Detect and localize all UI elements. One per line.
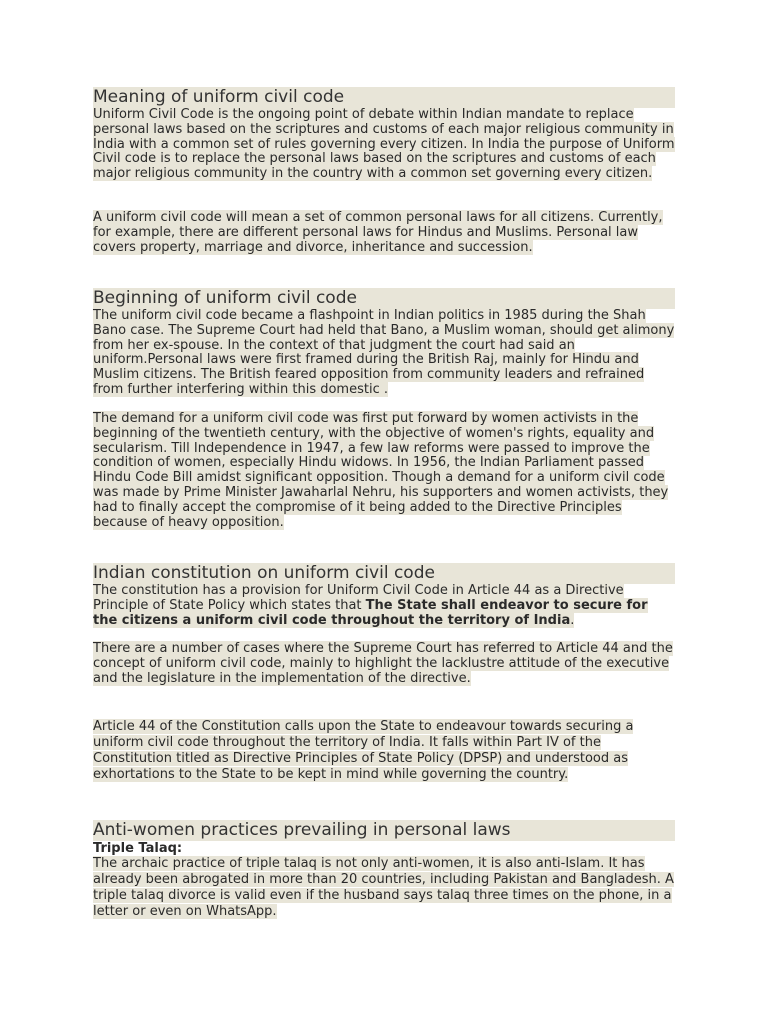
section-heading: Meaning of uniform civil code bbox=[93, 87, 675, 108]
paragraph: The demand for a uniform civil code was first put forward by women activists in the beginning of the twentieth century, with the objective of women's rights, equality and secularism. Till Independence in 1947, a few law reforms were passed to improve the condition of women, especially Hindu widows. In 1956, the Indian Parliament passed Hindu Code Bill amidst significant opposition. Though a demand for a uniform civil code was made by Prime Minister Jawaharlal Nehru, his supporters and women activists, they had to finally accept the compromise of it being added to the Directive Principles because of heavy opposition. bbox=[93, 411, 669, 530]
paragraph: Uniform Civil Code is the ongoing point of debate within Indian mandate to replace personal laws based on the scriptures and customs of each major religious community in India with a common set of rules governing every citizen. In India the purpose of Uniform Civil code is to replace the personal laws based on the scriptures and customs of each major religious community in the country with a common set governing every citizen. bbox=[93, 107, 675, 182]
paragraph: The constitution has a provision for Uniform Civil Code in Article 44 as a Directive Principle of State Policy which states that The State shall endeavor to secure for the citizens a uniform civil code throughout the territory of India. bbox=[93, 583, 648, 628]
paragraph: The uniform civil code became a flashpoint in Indian politics in 1985 during the Shah Bano case. The Supreme Court had held that Bano, a Muslim woman, should get alimony from her ex-spouse. In the context of that judgment the court had said an uniform.Personal laws were first framed during the British Raj, mainly for Hindu and Muslim citizens. The British feared opposition from community leaders and refrained from further interfering within this domestic . bbox=[93, 308, 675, 397]
paragraph: Article 44 of the Constitution calls upon the State to endeavour towards securing a uniform civil code throughout the territory of India. It falls within Part IV of the Constitution titled as Directive Principles of State Policy (DPSP) and understood as exhortations to the State to be kept in mind while governing the country. bbox=[93, 719, 634, 782]
paragraph: There are a number of cases where the Supreme Court has referred to Article 44 and the concept of uniform civil code, mainly to highlight the lacklustre attitude of the executive and the legislature in the implementation of the directive. bbox=[93, 641, 673, 686]
section-heading: Indian constitution on uniform civil code bbox=[93, 563, 675, 584]
section-heading: Beginning of uniform civil code bbox=[93, 288, 675, 309]
section-meaning-para-2 bbox=[93, 211, 675, 255]
section-meaning bbox=[93, 87, 675, 182]
paragraph: A uniform civil code will mean a set of common personal laws for all citizens. Currently, for example, there are different personal laws for Hindus and Muslims. Personal law covers property, marriage and divorce, inheritance and succession. bbox=[93, 210, 663, 255]
section-constitution-para-3 bbox=[93, 719, 675, 783]
section-beginning bbox=[93, 288, 675, 398]
section-constitution-para-2 bbox=[93, 642, 675, 686]
section-beginning-para-2 bbox=[93, 412, 675, 530]
section-anti-women bbox=[93, 820, 675, 920]
subheading-triple-talaq: Triple Talaq: bbox=[93, 841, 183, 856]
section-heading: Anti-women practices prevailing in personal laws bbox=[93, 820, 675, 841]
section-constitution bbox=[93, 563, 675, 628]
paragraph: The archaic practice of triple talaq is not only anti-women, it is also anti-Islam. It has already been abrogated in more than 20 countries, including Pakistan and Bangladesh. A triple talaq divorce is valid even if the husband says talaq three times on the phone, in a letter or even on WhatsApp. bbox=[93, 856, 674, 919]
